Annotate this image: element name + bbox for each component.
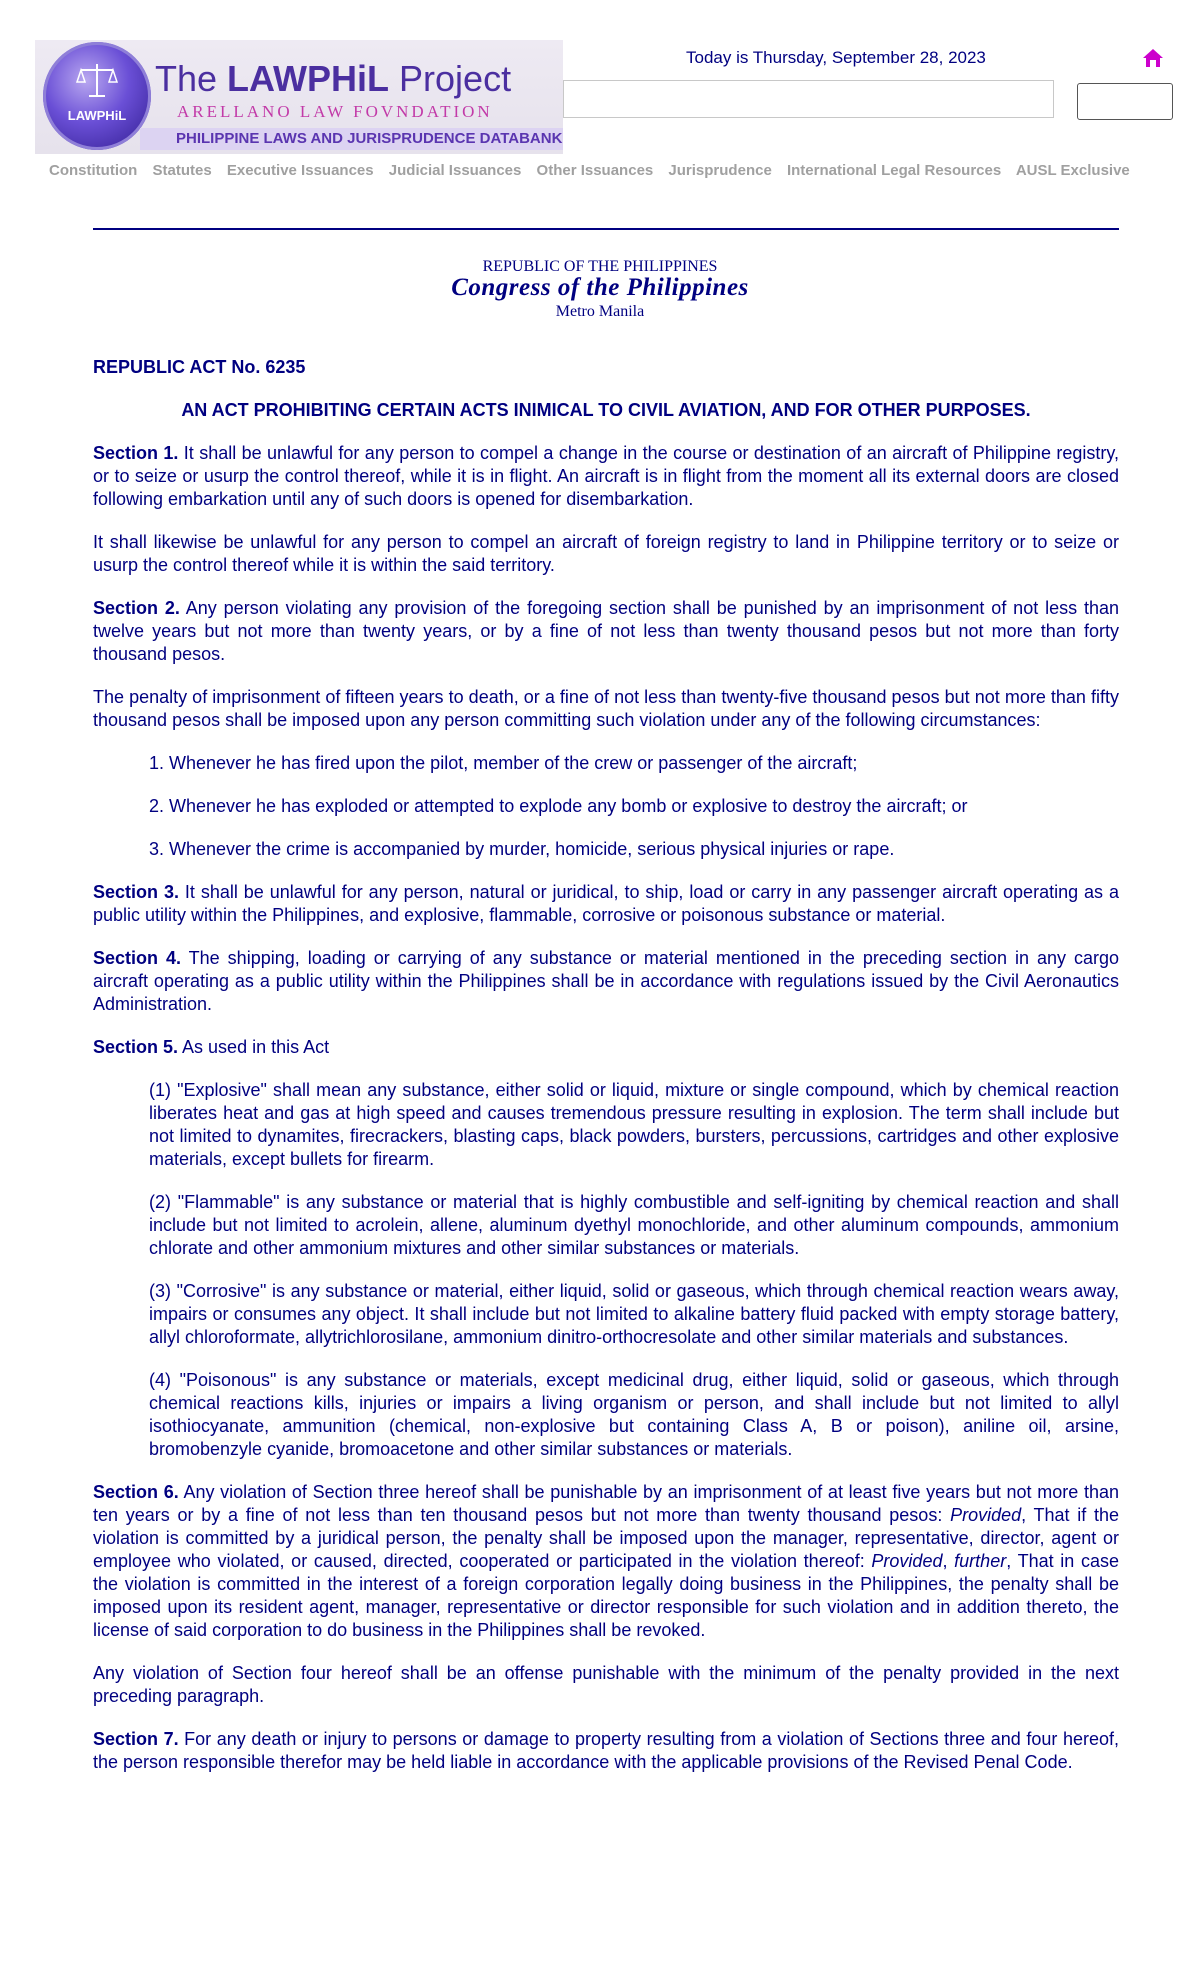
section-6-text-a: Any violation of Section three hereof shall be punishable by an imprisonment of at least five years but not more than ten years or by a fine of not less than ten thousand pesos but not more than twenty thousand pesos:: [93, 1482, 1119, 1525]
section-6: [93, 1481, 1119, 1642]
nav-jurisprudence[interactable]: Jurisprudence: [668, 162, 772, 179]
logo-band-text: PHILIPPINE LAWS AND JURISPRUDENCE DATABANK: [176, 130, 563, 147]
lawphil-seal-icon: [43, 42, 151, 150]
masthead-congress: Congress of the Philippines: [451, 274, 749, 301]
section-3-label: Section 3.: [93, 882, 179, 902]
header-divider: [93, 228, 1119, 230]
list-item: 3. Whenever the crime is accompanied by murder, homicide, serious physical injuries or rape.: [149, 839, 895, 859]
section-7: [93, 1728, 1119, 1774]
nav-constitution[interactable]: Constitution: [49, 162, 138, 179]
nav-other-issuances[interactable]: Other Issuances: [536, 162, 654, 179]
section-4: [93, 947, 1119, 1016]
section-6-label: Section 6.: [93, 1482, 179, 1502]
logo-band: [140, 128, 563, 150]
masthead-republic: REPUBLIC OF THE PHILIPPINES: [482, 258, 718, 275]
section-6-comma: ,: [942, 1551, 955, 1571]
nav-international-legal-resources[interactable]: International Legal Resources: [786, 162, 1002, 179]
section-5: [93, 1036, 1119, 1059]
definition-explosive: (1) "Explosive" shall mean any substance, either solid or liquid, mixture or single compound, which by chemical reaction liberates heat and gas at high speed and causes tremendous pressure resulting in explosion. The term shall include but not limited to dynamites, firecrackers, blasting caps, black powders, bursters, percussions, cartridges and other explosive materials, except bullets for firearm.: [149, 1080, 1119, 1169]
list-item: 1. Whenever he has fired upon the pilot, member of the crew or passenger of the aircraft;: [149, 753, 858, 773]
section-7-text: For any death or injury to persons or damage to property resulting from a violation of Sections three and four hereof, the person responsible therefor may be held liable in accordance with the applicable provisions of the Revised Penal Code.: [93, 1729, 1119, 1772]
logo-subtitle: ARELLANO LAW FOVNDATION: [177, 102, 493, 121]
document-body: [93, 356, 1119, 1794]
masthead-location: Metro Manila: [555, 303, 645, 320]
logo-title: The LAWPHiL Project: [155, 58, 512, 99]
section-2: [93, 597, 1119, 666]
home-icon[interactable]: [1142, 47, 1164, 69]
section-6-text-c: , That in case the violation is committed in the interest of a foreign corporation legally doing business in the Philippines, the penalty shall be imposed upon its resident agent, manager, representative or director responsible for such violation and in addition thereto, the license of said corporation to do business in the Philippines shall be revoked.: [93, 1551, 1119, 1640]
lawphil-logo[interactable]: [35, 40, 563, 154]
ra-number: REPUBLIC ACT No. 6235: [93, 357, 306, 377]
section-4-text: The shipping, loading or carrying of any substance or material mentioned in the preceding section in any cargo aircraft operating as a public utility within the Philippines shall be in accordance with regulations issued by the Civil Aeronautics Administration.: [93, 948, 1119, 1014]
section-2-list: [93, 752, 1119, 861]
main-nav: [49, 162, 1141, 179]
section-6-further: further: [954, 1551, 1007, 1571]
nav-ausl-exclusive[interactable]: AUSL Exclusive: [1015, 162, 1130, 179]
definition-corrosive: (3) "Corrosive" is any substance or material, either liquid, solid or gaseous, which through chemical reaction wears away, impairs or consumes any object. It shall include but not limited to alkaline battery fluid packed with empty storage battery, allyl chloroformate, allytrichlorosilane, ammonium dinitro-orthocresolate and other similar materials and substances.: [149, 1281, 1119, 1347]
date-text: Today is Thursday, September 28, 2023: [686, 48, 986, 67]
section-6-provided-2: Provided: [871, 1551, 943, 1571]
act-title: AN ACT PROHIBITING CERTAIN ACTS INIMICAL TO CIVIL AVIATION, AND FOR OTHER PURPOSES.: [181, 400, 1031, 420]
section-2-paragraph-2: The penalty of imprisonment of fifteen years to death, or a fine of not less than twenty-five thousand pesos but not more than fifty thousand pesos shall be imposed upon any person committing such violation under any of the following circumstances:: [93, 687, 1119, 730]
section-4-label: Section 4.: [93, 948, 182, 968]
section-3-text: It shall be unlawful for any person, natural or juridical, to ship, load or carry in any passenger aircraft operating as a public utility within the Philippines, and explosive, flammable, corrosive or poisonous substance or material.: [93, 882, 1119, 925]
section-6-text-b: , That if the violation is committed by a juridical person, the penalty shall be imposed upon the manager, representative, director, agent or employee who violated, or caused, directed, cooperated or participated in the violation thereof:: [93, 1505, 1120, 1571]
section-3: [93, 881, 1119, 927]
section-6-provided: Provided: [950, 1505, 1022, 1525]
section-2-label: Section 2.: [93, 598, 180, 618]
nav-judicial-issuances[interactable]: Judicial Issuances: [388, 162, 522, 179]
section-2-text: Any person violating any provision of the foregoing section shall be punished by an imprisonment of not less than twelve years but not more than twenty years, or by a fine of not less than twenty thousand pesos but not more than forty thousand pesos.: [93, 598, 1119, 664]
definition-flammable: (2) "Flammable" is any substance or material that is highly combustible and self-igniting by chemical reaction and shall include but not limited to acrolein, allene, aluminum dyethyl monochloride, and other aluminum compounds, ammonium chlorate and other ammonium mixtures and other similar substances or materials.: [149, 1192, 1119, 1258]
section-5-label: Section 5.: [93, 1037, 179, 1057]
section-5-definitions: [93, 1079, 1119, 1461]
seal-text: LAWPHiL: [67, 108, 127, 123]
search-button[interactable]: [1077, 83, 1173, 120]
nav-statutes[interactable]: Statutes: [152, 162, 212, 179]
scales-of-justice-icon: [73, 60, 121, 102]
section-5-text: As used in this Act: [178, 1037, 330, 1057]
section-1: [93, 442, 1119, 511]
section-1-label: Section 1.: [93, 443, 179, 463]
list-item: 2. Whenever he has exploded or attempted to explode any bomb or explosive to destroy the aircraft; or: [149, 796, 968, 816]
section-1-paragraph-2: It shall likewise be unlawful for any person to compel an aircraft of foreign registry to land in Philippine territory or to seize or usurp the control thereof while it is within the said territory.: [93, 532, 1119, 575]
nav-executive-issuances[interactable]: Executive Issuances: [226, 162, 374, 179]
section-1-text: It shall be unlawful for any person to compel a change in the course or destination of an aircraft of Philippine registry, or to seize or usurp the control thereof, while it is in flight. An aircraft is in flight from the moment all its external doors are closed following embarkation until any of such doors is opened for disembarkation.: [93, 443, 1120, 509]
section-6-paragraph-2: Any violation of Section four hereof shall be an offense punishable with the minimum of the penalty provided in the next preceding paragraph.: [93, 1663, 1119, 1706]
definition-poisonous: (4) "Poisonous" is any substance or materials, except medicinal drug, either liquid, solid or gaseous, which through chemical reactions kills, injuries or impairs a living organism or person, and shall include but not limited to allyl isothiocyanate, ammunition (chemical, non-explosive but containing Class A, B or poison), aniline oil, arsine, bromobenzyle cyanide, bromoacetone and other similar substances or materials.: [149, 1370, 1119, 1459]
section-7-label: Section 7.: [93, 1729, 179, 1749]
search-input[interactable]: [563, 80, 1054, 118]
